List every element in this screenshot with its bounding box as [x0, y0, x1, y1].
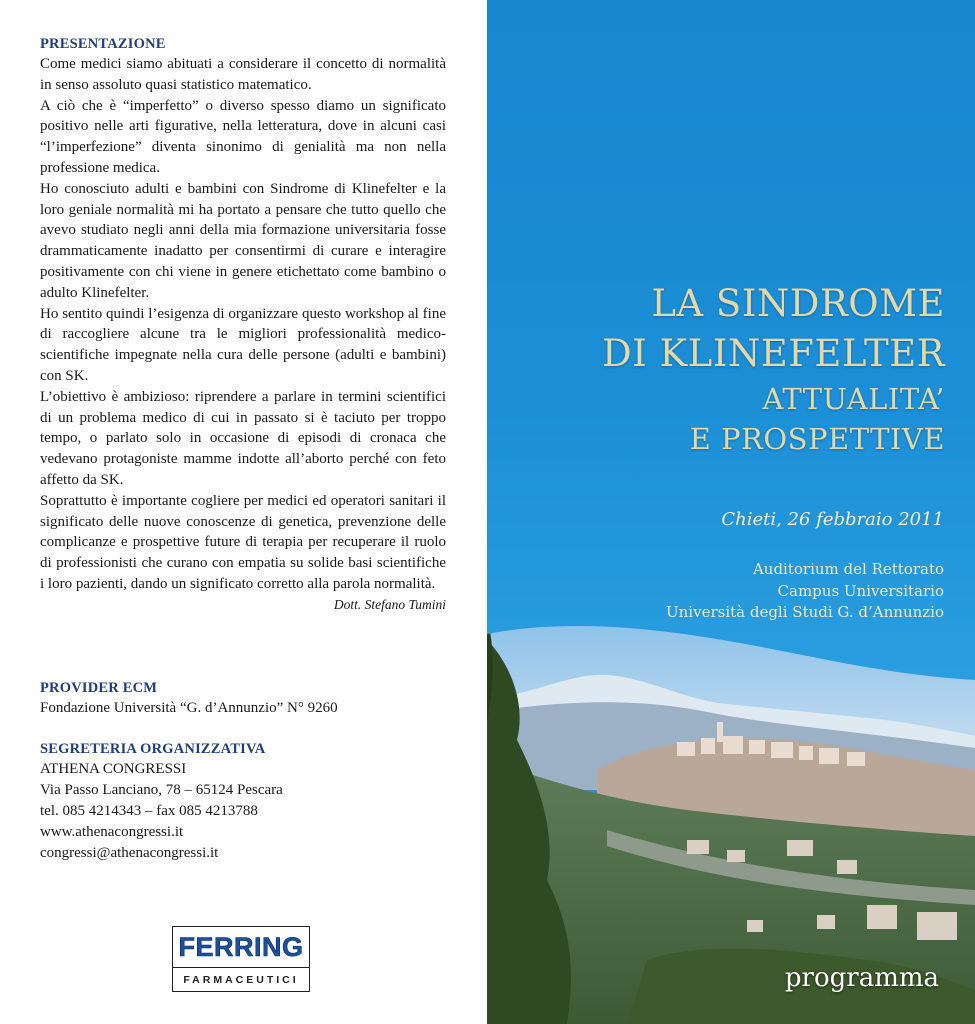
venue-line-2: Campus Universitario [777, 581, 944, 600]
cover-panel [487, 0, 975, 1024]
segreteria-email[interactable]: congressi@athenacongressi.it [40, 845, 219, 861]
provider-text: Fondazione Università “G. d’Annunzio” N° 9260 [40, 700, 338, 716]
subtitle-line-2: E PROSPETTIVE [689, 422, 945, 456]
paragraph: Soprattutto è importante cogliere per medici ed operatori sanitari il significato delle nuove conoscenze di genetica, prevenzione delle complicanze e prospettive future di terapia per recuperare il ruolo di professionisti che curano con empatia su solide basi scientifiche i loro pazienti, dando un significato corretto alla parola normalità. [40, 492, 446, 592]
signature: Dott. Stefano Tumini [333, 596, 446, 612]
segreteria-section [40, 739, 446, 864]
segreteria-company: ATHENA CONGRESSI [40, 761, 187, 777]
logo-name: FERRING [178, 931, 304, 962]
segreteria-address: Via Passo Lanciano, 78 – 65124 Pescara [40, 782, 283, 798]
segreteria-heading: SEGRETERIA ORGANIZZATIVA [40, 741, 266, 757]
title-line-2: DI KLINEFELTER [601, 332, 945, 375]
paragraph: L’obiettivo è ambizioso: riprendere a parlare in termini scientifici di un problema medico di cui in passato si è taciuto per troppo tempo, o parlato solo in occasione di episodi di cronaca che vedevano protagoniste mamme indotte all’aborto perché con feto affetto da SK. [40, 388, 446, 488]
venue-line-1: Auditorium del Rettorato [752, 560, 944, 578]
segreteria-phone: tel. 085 4214343 – fax 085 4213788 [40, 803, 258, 819]
provider-section [40, 678, 446, 719]
paragraph: Come medici siamo abituati a considerare il concetto di normalità in senso assoluto quasi statistico matematico. [40, 56, 446, 93]
presentazione-heading: PRESENTAZIONE [40, 36, 166, 52]
logo-subtitle: FARMACEUTICI [183, 974, 299, 986]
subtitle-line-1: ATTUALITA’ [762, 382, 945, 416]
title-line-1: LA SINDROME [651, 282, 945, 325]
presentazione-section [40, 34, 446, 615]
paragraph: Ho sentito quindi l’esigenza di organizzare questo workshop al fine di raccogliere alcune tra le migliori professionalità medico-scientifiche impegnate nella cura delle persone (adulti e bambini) con SK. [40, 305, 446, 384]
event-venue [666, 559, 944, 624]
venue-line-3: Università degli Studi G. d’Annunzio [666, 603, 944, 621]
ferring-logo [172, 926, 310, 992]
programma-label: programma [784, 963, 939, 993]
segreteria-website[interactable]: www.athenacongressi.it [40, 824, 184, 840]
paragraph: Ho conosciuto adulti e bambini con Sindrome di Klinefelter e la loro geniale normalità mi ha portato a pensare che tutto quello che avevo studiato negli anni della mia formazione universitaria fosse drammaticamente inadatto per consentirmi di curare e interagire positivamente con chi viene in genere etichettato come bambino o adulto Klinefelter. [40, 180, 446, 301]
provider-heading: PROVIDER ECM [40, 680, 158, 696]
event-date: Chieti, 26 febbraio 2011 [721, 509, 944, 530]
cover-title [602, 279, 945, 459]
paragraph: A ciò che è “imperfetto” o diverso spesso diamo un significato positivo nelle arti figurative, nella letteratura, dove in alcuni casi “l’imperfezione” diventa sinonimo di genialità ma non nella professione medica. [40, 97, 446, 176]
